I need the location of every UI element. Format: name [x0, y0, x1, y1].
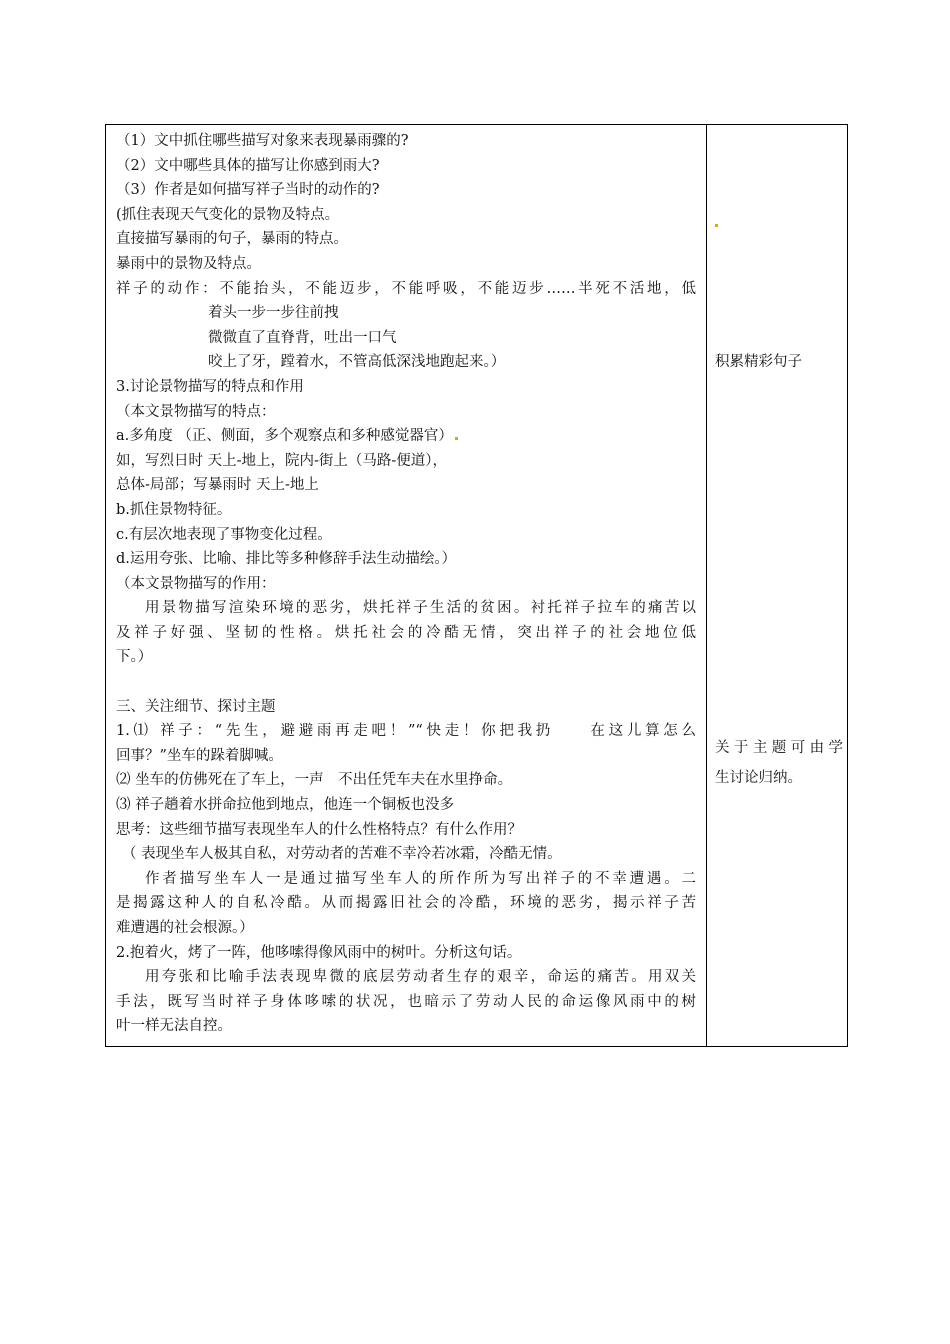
answer-line: 咬上了牙，蹚着水，不管高低深浅地跑起来。） [208, 354, 506, 371]
answer-line: 暴雨中的景物及特点。 [116, 255, 261, 272]
question-line: 思考：这些细节描写表现坐车人的什么性格特点？有什么作用？ [116, 821, 522, 838]
section-heading: 3.讨论景物描写的特点和作用 [116, 378, 304, 395]
detail-line: 回事？”坐车的跺着脚喊。 [116, 747, 283, 764]
table-row [106, 125, 848, 1047]
answer-line: 手法，既写当时祥子身体哆嗦的状况，也暗示了劳动人民的命运像风雨中的树 [116, 993, 696, 1010]
answer-line: 总体-局部；写暴雨时 天上-地上 [116, 477, 319, 494]
highlight-mark [455, 437, 458, 440]
answer-line: 及祥子好强、坚韧的性格。烘托社会的冷酷无情，突出祥子的社会地位低 [116, 624, 696, 641]
answer-line: 微微直了直脊背，吐出一口气 [208, 329, 397, 346]
answer-line: （本文景物描写的作用： [116, 575, 276, 592]
answer-line: 下。） [116, 649, 153, 666]
side-note-line: 关于主题可由学 [715, 740, 843, 756]
highlight-mark [715, 224, 718, 227]
answer-line [116, 424, 696, 449]
answer-line: （ 表现坐车人极其自私，对劳动者的苦难不幸冷若冰霜，冷酷无情。 [122, 846, 562, 863]
lesson-table [105, 124, 848, 1047]
side-notes-cell [707, 125, 848, 1047]
answer-line: b.抓住景物特征。 [116, 501, 232, 518]
side-note-sentences: 积累精彩句子 [715, 354, 802, 370]
answer-line: 直接描写暴雨的句子，暴雨的特点。 [116, 231, 348, 248]
answer-line: 叶一样无法自控。 [116, 1018, 232, 1035]
answer-line: 祥子的动作：不能抬头，不能迈步，不能呼吸，不能迈步……半死不活地，低 [116, 280, 696, 297]
question-3: （3）作者是如何描写祥子当时的动作的? [116, 182, 380, 199]
answer-line: 用夸张和比喻手法表现卑微的底层劳动者生存的艰辛，命运的痛苦。用双关 [145, 969, 696, 986]
blank-line [116, 670, 696, 695]
answer-text: a.多角度 （正、侧面，多个观察点和多种感觉器官） [116, 428, 453, 445]
answer-line: 是揭露这种人的自私冷酷。从而揭露旧社会的冷酷，环境的恶劣，揭示祥子苦 [116, 895, 696, 912]
answer-line: 难遭遇的社会根源。） [116, 920, 254, 936]
side-note-line: 生讨论归纳。 [715, 770, 802, 786]
answer-line: 作者描写坐车人一是通过描写坐车人的所作所为写出祥子的不幸遭遇。二 [145, 870, 696, 887]
detail-line: 1.⑴ 祥子：“先生，避避雨再走吧！”“快走！你把我扔 在这儿算怎么 [116, 723, 696, 740]
section-heading: 三、关注细节、探讨主题 [116, 698, 276, 715]
answer-line: （本文景物描写的特点： [116, 403, 276, 420]
answer-line: 着头一步一步往前拽 [208, 305, 339, 322]
side-note-theme [715, 733, 843, 793]
detail-line: ⑶ 祥子趟着水拼命拉他到地点，他连一个铜板也没多 [116, 797, 455, 814]
question-1: （1）文中抓住哪些描写对象来表现暴雨骤的? [116, 133, 409, 149]
answer-line: d.运用夸张、比喻、排比等多种修辞手法生动描绘。） [116, 551, 457, 568]
answer-line: c.有层次地表现了事物变化过程。 [116, 526, 332, 543]
main-content-cell [106, 125, 707, 1047]
question-2: （2）文中哪些具体的描写让你感到雨大? [116, 157, 380, 174]
answer-line: (抓住表现天气变化的景物及特点。 [116, 206, 340, 223]
detail-line: ⑵ 坐车的仿佛死在了车上，一声 不出任凭车夫在水里挣命。 [116, 772, 513, 789]
question-line: 2.抱着火，烤了一阵，他哆嗦得像风雨中的树叶。分析这句话。 [116, 944, 522, 961]
answer-line: 用景物描写渲染环境的恶劣，烘托祥子生活的贫困。衬托祥子拉车的痛苦以 [145, 600, 696, 617]
answer-line: 如，写烈日时 天上-地上，院内-街上（马路-便道）， [116, 452, 448, 469]
